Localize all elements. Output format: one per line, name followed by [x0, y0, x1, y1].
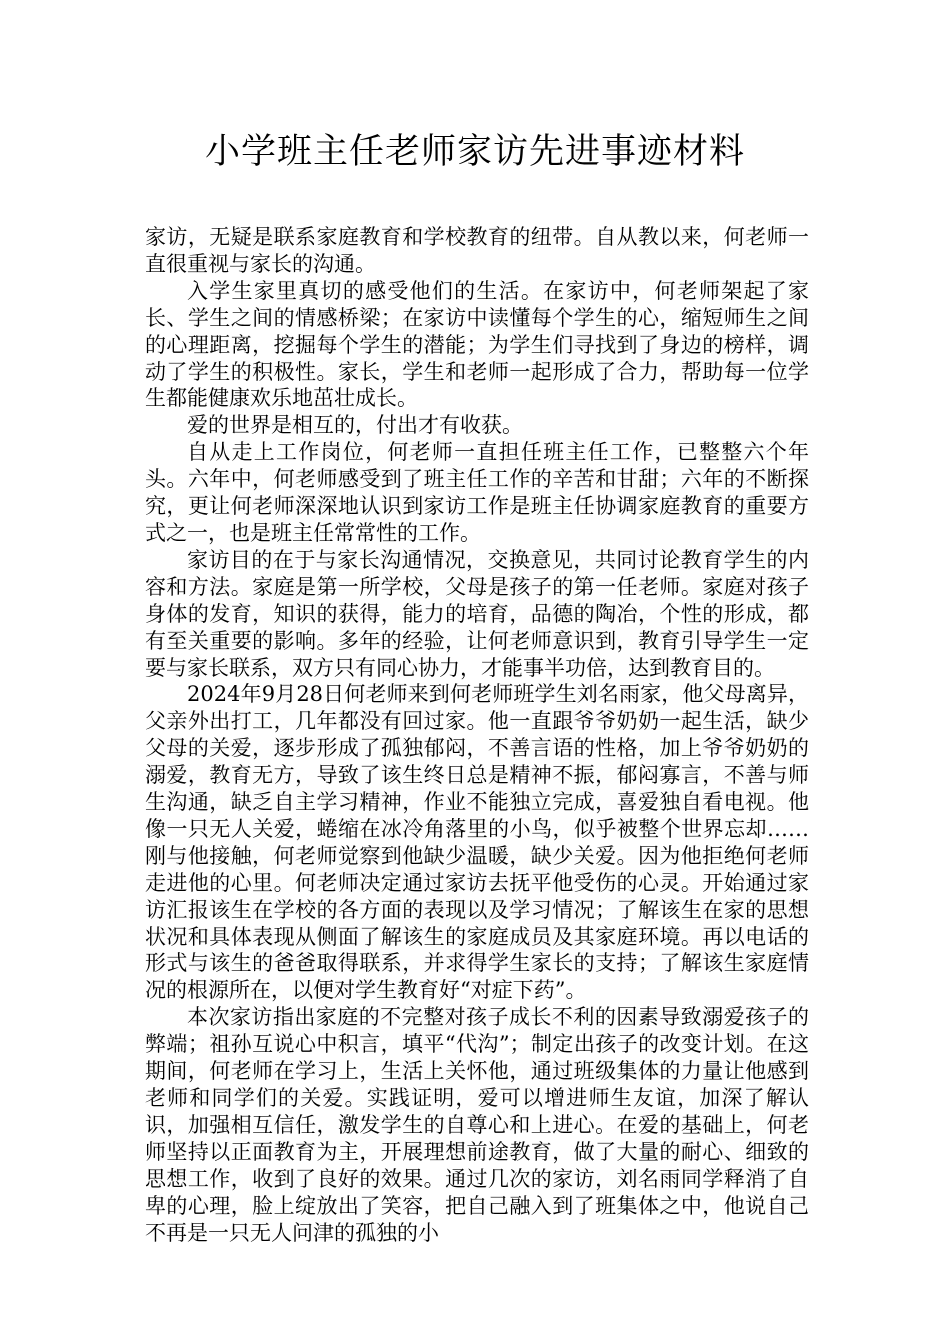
paragraph: 本次家访指出家庭的不完整对孩子成长不利的因素导致溺爱孩子的弊端；祖孙互说心中积言，填平“代沟”；制定出孩子的改变计划。在这期间，何老师在学习上，生活上关怀他，通过班级集体的力量让他感到老师和同学们的关爱。实践证明，爱可以增进师生友谊，加深了解认识，加强相互信任，激发学生的自尊心和上进心。在爱的基础上，何老师坚持以正面教育为主，开展理想前途教育，做了大量的耐心、细致的思想工作，收到了良好的效果。通过几次的家访，刘名雨同学释消了自卑的心理，脸上绽放出了笑容，把自己融入到了班集体之中，他说自己不再是一只无人问津的孤独的小 — [145, 1005, 809, 1245]
paragraph: 入学生家里真切的感受他们的生活。在家访中，何老师架起了家长、学生之间的情感桥梁；在家访中读懂每个学生的心，缩短师生之间的心理距离，挖掘每个学生的潜能；为学生们寻找到了身边的榜样，调动了学生的积极性。家长，学生和老师一起形成了合力，帮助每一位学生都能健康欢乐地茁壮成长。 — [145, 278, 809, 411]
document-body — [145, 224, 809, 1246]
paragraph: 爱的世界是相互的，付出才有收获。 — [187, 413, 523, 438]
paragraph: 家访，无疑是联系家庭教育和学校教育的纽带。自从教以来，何老师一直很重视与家长的沟通。 — [145, 225, 809, 276]
paragraph: 自从走上工作岗位，何老师一直担任班主任工作，已整整六个年头。六年中，何老师感受到了班主任工作的辛苦和甘甜；六年的不断探究，更让何老师深深地认识到家访工作是班主任协调家庭教育的重要方式之一，也是班主任常常性的工作。 — [145, 440, 809, 545]
paragraph: 2024年9月28日何老师来到何老师班学生刘名雨家，他父母离异，父亲外出打工，几年都没有回过家。他一直跟爷爷奶奶一起生活，缺少父母的关爱，逐步形成了孤独郁闷，不善言语的性格，加上爷爷奶奶的溺爱，教育无方，导致了该生终日总是精神不振，郁闷寡言，不善与师生沟通，缺乏自主学习精神，作业不能独立完成，喜爱独自看电视。他像一只无人关爱，蜷缩在冰冷角落里的小鸟，似乎被整个世界忘却……刚与他接触，何老师觉察到他缺少温暖，缺少关爱。因为他拒绝何老师走进他的心里。何老师决定通过家访去抚平他受伤的心灵。开始通过家访汇报该生在学校的各方面的表现以及学习情况；了解该生在家的思想状况和具体表现从侧面了解该生的家庭成员及其家庭环境。再以电话的形式与该生的爸爸取得联系，并求得学生家长的支持；了解该生家庭情况的根源所在，以便对学生教育好“对症下药”。 — [145, 682, 809, 1003]
document-title: 小学班主任老师家访先进事迹材料 — [204, 132, 745, 172]
paragraph: 家访目的在于与家长沟通情况，交换意见，共同讨论教育学生的内容和方法。家庭是第一所学校，父母是孩子的第一任老师。家庭对孩子身体的发育，知识的获得，能力的培育，品德的陶冶，个性的形成，都有至关重要的影响。多年的经验，让何老师意识到，教育引导学生一定要与家长联系，双方只有同心协力，才能事半功倍，达到教育目的。 — [145, 547, 809, 680]
